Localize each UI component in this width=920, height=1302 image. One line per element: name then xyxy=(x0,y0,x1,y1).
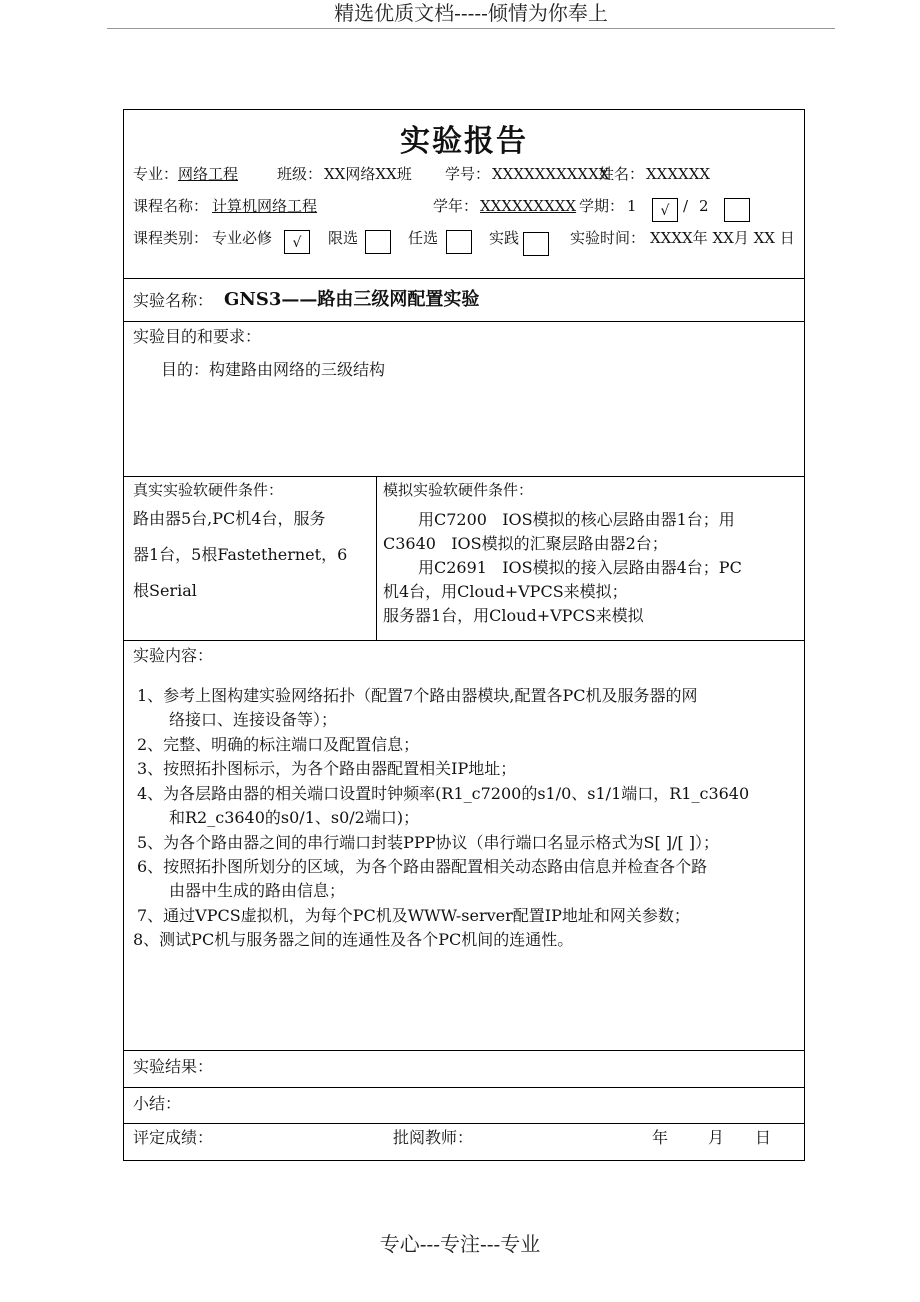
term-1-checkbox[interactable]: √ xyxy=(652,198,678,222)
content-item: 6、按照拓扑图所划分的区域，为各个路由器配置相关动态路由信息并检查各个路 xyxy=(137,857,708,876)
real-conditions-label: 真实实验软硬件条件： xyxy=(133,481,284,499)
content-item: 8、测试PC机与服务器之间的连通性及各个PC机间的连通性。 xyxy=(133,930,574,949)
sim-conditions-label: 模拟实验软硬件条件： xyxy=(383,481,534,499)
year-value: XXXXXXXXX xyxy=(480,197,577,215)
class-label: 班级： xyxy=(277,165,323,183)
sim-line-3: 用C2691 IOS模拟的接入层路由器4台；PC xyxy=(418,558,742,577)
student-id-value: XXXXXXXXXXX xyxy=(492,165,610,183)
real-line-1: 路由器5台,PC机4台，服务 xyxy=(133,509,326,528)
type-practice-checkbox[interactable] xyxy=(523,232,549,256)
purpose-section xyxy=(124,322,804,477)
content-item: 7、通过VPCS虚拟机，为每个PC机及WWW-server配置IP地址和网关参数； xyxy=(137,906,690,925)
content-item: 和R2_c3640的s0/1、s0/2端口)； xyxy=(169,808,420,827)
term-separator: / xyxy=(683,197,689,215)
report-title: 实验报告 xyxy=(400,124,528,159)
purpose-text: 目的：构建路由网络的三级结构 xyxy=(161,360,386,379)
teacher-label: 批阅教师： xyxy=(393,1128,474,1147)
content-item: 3、按照拓扑图标示，为各个路由器配置相关IP地址； xyxy=(137,759,517,778)
type-optional-checkbox[interactable] xyxy=(446,230,472,254)
summary-label: 小结： xyxy=(133,1094,182,1113)
page-header: 精选优质文档-----倾情为你奉上 xyxy=(107,0,835,29)
course-value: 计算机网络工程 xyxy=(212,197,318,215)
content-label: 实验内容： xyxy=(133,646,214,665)
term-label: 学期： xyxy=(579,197,625,215)
student-id-label: 学号： xyxy=(445,165,491,183)
type-practice-label: 实践 xyxy=(489,229,520,247)
grade-label: 评定成绩： xyxy=(133,1128,214,1147)
major-label: 专业： xyxy=(133,165,179,183)
exp-name-row xyxy=(124,279,804,322)
name-label: 姓名： xyxy=(599,165,645,183)
sim-line-2: C3640 IOS模拟的汇聚层路由器2台； xyxy=(383,534,668,553)
sim-line-1: 用C7200 IOS模拟的核心层路由器1台；用 xyxy=(418,510,735,529)
term-1: 1 xyxy=(627,197,637,215)
type-label: 课程类别： xyxy=(133,229,209,247)
type-required-label: 专业必修 xyxy=(212,229,273,247)
type-optional-label: 任选 xyxy=(408,229,439,247)
content-item: 1、参考上图构建实验网络拓扑（配置7个路由器模块,配置各PC机及服务器的网 xyxy=(137,686,698,705)
term-2-checkbox[interactable] xyxy=(724,198,750,222)
content-item: 由器中生成的路由信息； xyxy=(169,881,346,900)
course-label: 课程名称： xyxy=(133,197,209,215)
year-label: 学年： xyxy=(433,197,479,215)
real-line-2: 器1台，5根Fastethernet，6 xyxy=(133,545,348,564)
date-value: XXXX年 XX月 XX 日 xyxy=(650,229,795,247)
result-label: 实验结果： xyxy=(133,1057,214,1076)
content-item: 络接口、连接设备等）； xyxy=(169,710,338,729)
class-value: XX网络XX班 xyxy=(324,165,412,183)
exp-name-label: 实验名称： xyxy=(133,291,214,310)
month-word: 月 xyxy=(708,1128,725,1147)
grade-row xyxy=(124,1124,804,1160)
type-required-checkbox[interactable]: √ xyxy=(284,230,310,254)
date-label: 实验时间： xyxy=(570,229,646,247)
conditions-divider xyxy=(376,477,377,640)
term-2: 2 xyxy=(699,197,709,215)
summary-row xyxy=(124,1088,804,1124)
major-value: 网络工程 xyxy=(178,165,239,183)
type-limited-label: 限选 xyxy=(328,229,359,247)
result-row xyxy=(124,1051,804,1088)
real-line-3: 根Serial xyxy=(133,581,197,600)
info-section xyxy=(124,110,804,279)
content-item: 5、为各个路由器之间的串行端口封装PPP协议（串行端口名显示格式为S[ ]/[ ]）； xyxy=(137,833,719,852)
content-item: 2、完整、明确的标注端口及配置信息； xyxy=(137,735,420,754)
page-footer: 专心---专注---专业 xyxy=(379,1232,541,1256)
sim-line-4: 机4台，用Cloud+VPCS来模拟； xyxy=(383,582,628,601)
sim-line-5: 服务器1台，用Cloud+VPCS来模拟 xyxy=(383,606,644,625)
name-value: XXXXXX xyxy=(646,165,711,183)
report-form xyxy=(123,109,805,1161)
conditions-section xyxy=(124,477,804,641)
year-word: 年 xyxy=(652,1128,669,1147)
content-section xyxy=(124,641,804,1051)
type-limited-checkbox[interactable] xyxy=(365,230,391,254)
day-word: 日 xyxy=(755,1128,772,1147)
exp-name-value: GNS3——路由三级网配置实验 xyxy=(224,289,480,310)
purpose-label: 实验目的和要求： xyxy=(133,327,262,346)
content-item: 4、为各层路由器的相关端口设置时钟频率(R1_c7200的s1/0、s1/1端口，R1_c3640 xyxy=(137,784,750,803)
